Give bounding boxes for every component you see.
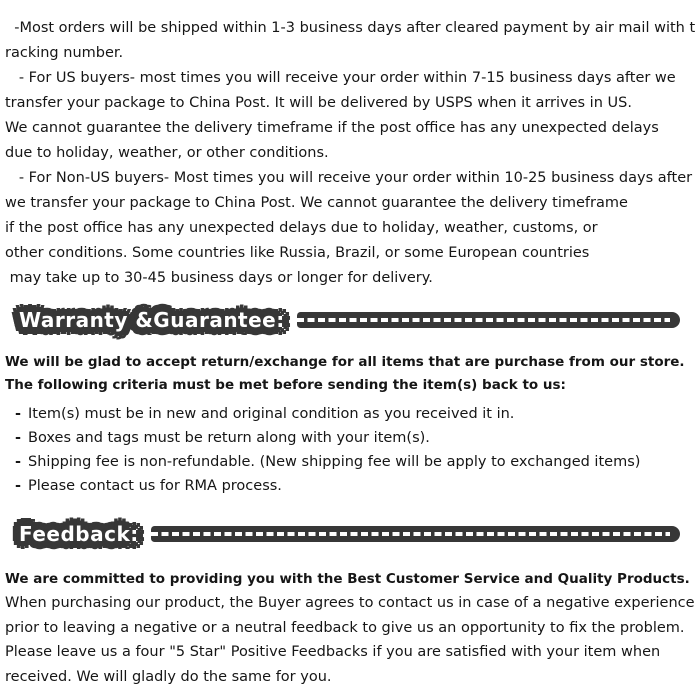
feedback-section-header	[5, 515, 680, 552]
list-item	[5, 402, 700, 426]
shipping-line: transfer your package to China Post. It will be delivered by USPS when it arrives in US.	[5, 95, 632, 111]
list-item	[5, 474, 700, 498]
dashed-line	[151, 532, 670, 536]
list-bullet: -	[15, 406, 22, 422]
feedback-line: Please leave us a four "5 Star" Positive Feedbacks if you are satisfied with your item when	[5, 644, 661, 660]
list-item	[5, 426, 700, 450]
shipping-line: due to holiday, weather, or other conditions.	[5, 145, 329, 161]
shipping-line: - For Non-US buyers- Most times you will receive your order within 10-25 business days after	[5, 170, 693, 186]
warranty-header-label: Warranty &Guarantee:	[19, 307, 285, 332]
shipping-line: other conditions. Some countries like Russia, Brazil, or some European countries	[5, 245, 590, 261]
warranty-section-header	[5, 301, 680, 338]
feedback-bold-line: We are committed to providing you with the Best Customer Service and Quality Products.	[5, 571, 690, 587]
list-bullet: -	[15, 454, 22, 470]
shipping-line: - For US buyers- most times you will receive your order within 7-15 business days after we	[5, 70, 676, 86]
shipping-line: we transfer your package to China Post. We cannot guarantee the delivery timeframe	[5, 195, 628, 211]
warranty-intro-line: The following criteria must be met before sending the item(s) back to us:	[5, 377, 566, 393]
list-item-text: Boxes and tags must be return along with your item(s).	[28, 430, 430, 446]
feedback-paragraph	[5, 591, 700, 689]
shipping-line: if the post office has any unexpected delays due to holiday, weather, customs, or	[5, 220, 598, 236]
shipping-line: -Most orders will be shipped within 1-3 business days after cleared payment by air mail with t	[5, 20, 696, 36]
warranty-intro	[5, 351, 700, 397]
shipping-line: We cannot guarantee the delivery timeframe if the post office has any unexpected delays	[5, 120, 659, 136]
dashed-line	[297, 318, 670, 322]
list-item-text: Shipping fee is non-refundable. (New shipping fee will be apply to exchanged items)	[28, 454, 641, 470]
list-item	[5, 450, 700, 474]
warranty-criteria-list	[5, 402, 700, 498]
list-bullet: -	[15, 430, 22, 446]
list-item-text: Item(s) must be in new and original condition as you received it in.	[28, 406, 515, 422]
warranty-intro-line: We will be glad to accept return/exchange for all items that are purchase from our store.	[5, 354, 685, 370]
list-bullet: -	[15, 478, 22, 494]
feedback-line: received. We will gladly do the same for you.	[5, 668, 332, 685]
feedback-line: prior to leaving a negative or a neutral feedback to give us an opportunity to fix the problem.	[5, 619, 685, 636]
warranty-dashed-divider	[297, 312, 680, 328]
shipping-line: racking number.	[5, 45, 124, 61]
feedback-line: When purchasing our product, the Buyer agrees to contact us in case of a negative experience	[5, 595, 695, 611]
shipping-paragraph	[5, 16, 700, 291]
list-item-text: Please contact us for RMA process.	[28, 478, 282, 494]
feedback-header-label: Feedback:	[19, 521, 139, 546]
feedback-dashed-divider	[151, 526, 680, 542]
shipping-line: may take up to 30-45 business days or longer for delivery.	[5, 270, 433, 286]
